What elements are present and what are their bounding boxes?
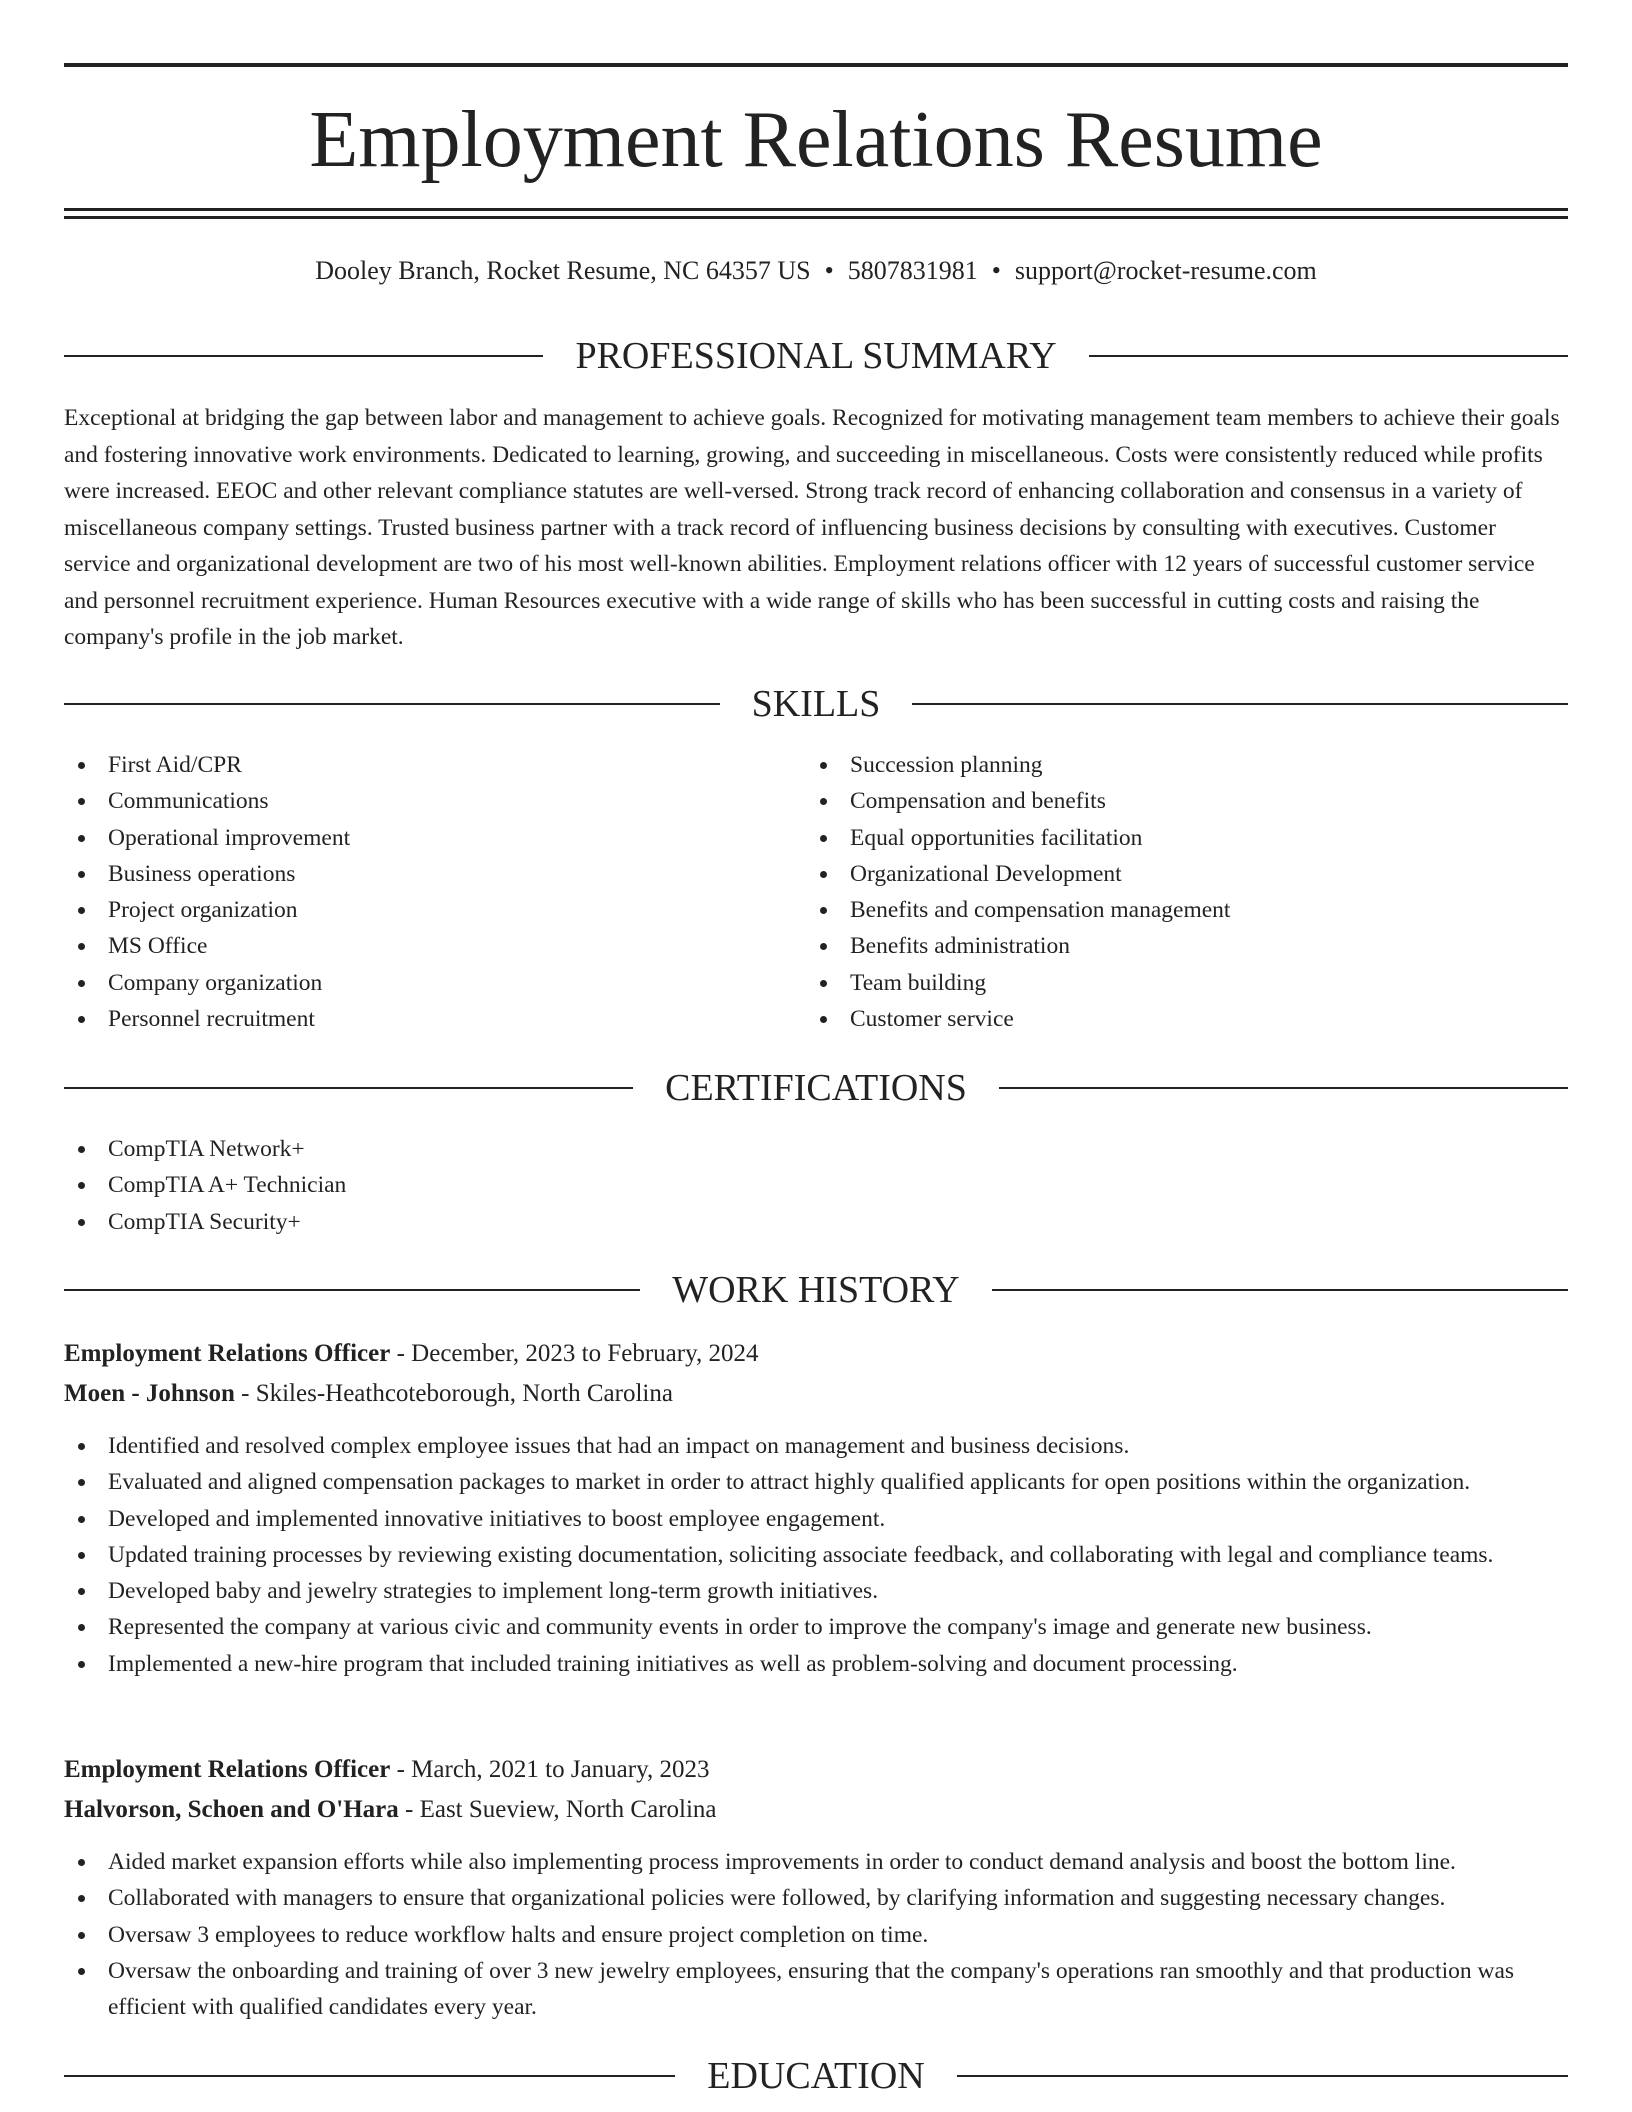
contact-address: Dooley Branch, Rocket Resume, NC 64357 US xyxy=(315,256,811,285)
heading-rule xyxy=(912,703,1568,705)
section-title: SKILLS xyxy=(751,683,881,725)
skill-item: Customer service xyxy=(806,1001,1566,1037)
job-bullets xyxy=(64,1428,1568,1682)
skill-item: Communications xyxy=(64,783,804,819)
skill-item: Organizational Development xyxy=(806,856,1566,892)
job-location: - East Sueview, North Carolina xyxy=(398,1796,717,1823)
heading-rule xyxy=(992,1289,1568,1291)
heading-rule xyxy=(64,355,543,357)
section-title: PROFESSIONAL SUMMARY xyxy=(575,335,1057,377)
summary-text: Exceptional at bridging the gap between labor and management to achieve goals. Recognized for motivating management team members to achieve their goals and fostering innovative work environments. Dedicated to learning, growing, and succeeding in miscellaneous. Costs were consistently reduced while profits were increased. EEOC and other relevant compliance statutes are well-versed. Strong track record of enhancing collaboration and consensus in a variety of miscellaneous company settings. Trusted business partner with a track record of influencing business decisions by consulting with executives. Customer service and organizational development are two of his most well-known abilities. Employment relations officer with 12 years of successful customer service and personnel recruitment experience. Human Resources executive with a wide range of skills who has been successful in cutting costs and raising the company's profile in the job market. xyxy=(64,405,1560,650)
job-title: Employment Relations Officer xyxy=(64,1340,391,1367)
contact-email: support@rocket-resume.com xyxy=(1014,256,1317,285)
heading-rule xyxy=(64,2075,675,2077)
top-rule xyxy=(64,63,1568,67)
skill-item: Benefits administration xyxy=(806,928,1566,964)
job-bullet: Identified and resolved complex employee issues that had an impact on management and business decisions. xyxy=(64,1428,1568,1464)
job-title-line xyxy=(64,1750,1568,1790)
page-title: Employment Relations Resume xyxy=(309,96,1323,184)
job-bullet: Oversaw the onboarding and training of over 3 new jewelry employees, ensuring that the company's operations ran smoothly and that production was efficient with qualified candidates every year. xyxy=(64,1953,1568,2026)
job-bullet: Developed baby and jewelry strategies to implement long-term growth initiatives. xyxy=(64,1573,1568,1609)
heading-rule xyxy=(64,1087,633,1089)
skill-item: Succession planning xyxy=(806,747,1566,783)
work-history-heading xyxy=(64,1268,1568,1312)
skill-item: Team building xyxy=(806,965,1566,1001)
certification-item: CompTIA Network+ xyxy=(64,1131,1568,1167)
job-bullet: Developed and implemented innovative initiatives to boost employee engagement. xyxy=(64,1501,1568,1537)
contact-phone: 5807831981 xyxy=(847,256,978,285)
heading-rule xyxy=(64,1289,640,1291)
skill-item: First Aid/CPR xyxy=(64,747,804,783)
job-title-line xyxy=(64,1334,1568,1374)
job-company: Halvorson, Schoen and O'Hara xyxy=(64,1796,399,1823)
certification-item: CompTIA Security+ xyxy=(64,1204,1568,1240)
job-title: Employment Relations Officer xyxy=(64,1756,391,1783)
contact-line xyxy=(64,254,1568,288)
job-company-line xyxy=(64,1374,1568,1414)
job-company-line xyxy=(64,1790,1568,1830)
section-title: EDUCATION xyxy=(707,2055,925,2097)
job-dates: - December, 2023 to February, 2024 xyxy=(390,1340,759,1367)
summary-heading xyxy=(64,334,1568,378)
heading-rule xyxy=(1089,355,1568,357)
skill-item: MS Office xyxy=(64,928,804,964)
skills-right-column xyxy=(806,747,1566,1037)
job-bullet: Implemented a new-hire program that included training initiatives as well as problem-solving and document processing. xyxy=(64,1646,1568,1682)
skills-heading xyxy=(64,682,1568,726)
skill-item: Benefits and compensation management xyxy=(806,892,1566,928)
job-location: - Skiles-Heathcoteborough, North Carolina xyxy=(234,1380,673,1407)
skill-item: Project organization xyxy=(64,892,804,928)
heading-rule xyxy=(999,1087,1568,1089)
education-heading xyxy=(64,2054,1568,2098)
section-title: WORK HISTORY xyxy=(672,1269,960,1311)
skill-item: Operational improvement xyxy=(64,820,804,856)
title-double-rule xyxy=(64,208,1568,219)
section-title: CERTIFICATIONS xyxy=(665,1067,967,1109)
heading-rule xyxy=(64,703,720,705)
skill-item: Personnel recruitment xyxy=(64,1001,804,1037)
certifications-heading xyxy=(64,1066,1568,1110)
job-bullet: Oversaw 3 employees to reduce workflow halts and ensure project completion on time. xyxy=(64,1917,1568,1953)
skill-item: Business operations xyxy=(64,856,804,892)
job-bullet: Represented the company at various civic and community events in order to improve the company's image and generate new business. xyxy=(64,1609,1568,1645)
job-bullets xyxy=(64,1844,1568,2025)
skill-item: Compensation and benefits xyxy=(806,783,1566,819)
certification-item: CompTIA A+ Technician xyxy=(64,1167,1568,1203)
job-bullet: Aided market expansion efforts while also implementing process improvements in order to conduct demand analysis and boost the bottom line. xyxy=(64,1844,1568,1880)
contact-separator: • xyxy=(991,256,1001,285)
job-company: Moen - Johnson xyxy=(64,1380,235,1407)
certifications-list xyxy=(64,1131,1568,1240)
job-bullet: Evaluated and aligned compensation packages to market in order to attract highly qualified applicants for open positions within the organization. xyxy=(64,1464,1568,1500)
job-dates: - March, 2021 to January, 2023 xyxy=(390,1756,710,1783)
heading-rule xyxy=(957,2075,1568,2077)
contact-separator: • xyxy=(824,256,834,285)
skill-item: Equal opportunities facilitation xyxy=(806,820,1566,856)
skill-item: Company organization xyxy=(64,965,804,1001)
job-bullet: Updated training processes by reviewing existing documentation, soliciting associate feedback, and collaborating with legal and compliance teams. xyxy=(64,1537,1568,1573)
job-bullet: Collaborated with managers to ensure that organizational policies were followed, by clarifying information and suggesting necessary changes. xyxy=(64,1880,1568,1916)
skills-left-column xyxy=(64,747,804,1037)
